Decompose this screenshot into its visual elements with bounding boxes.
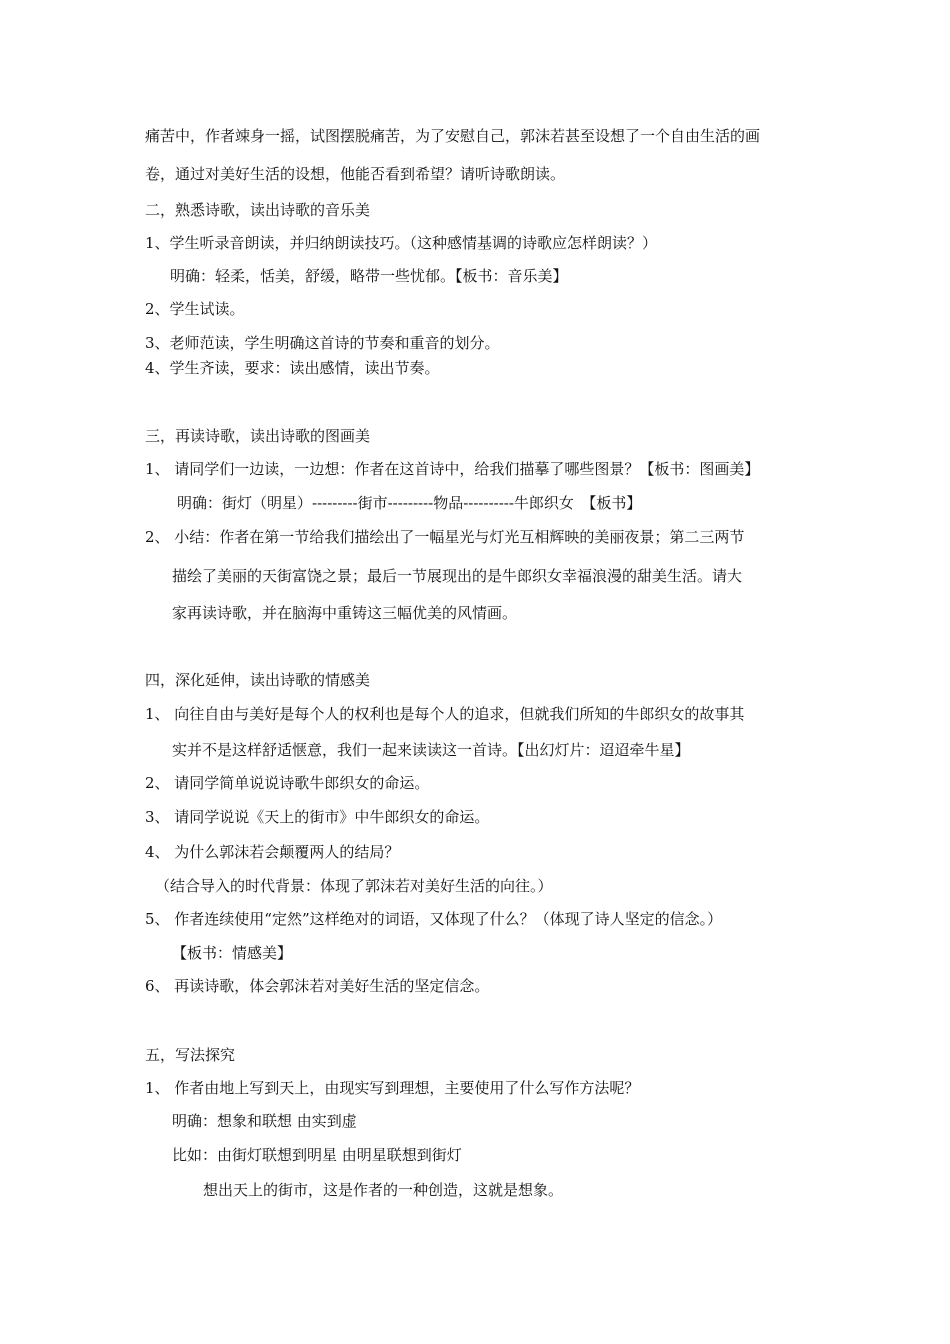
board-note-4-5: 【板书：情感美】: [172, 944, 293, 962]
paragraph-line-2: 卷，通过对美好生活的设想，他能否看到希望？请听诗歌朗读。: [145, 165, 566, 183]
list-item-4-2: 2、 请同学简单说说诗歌牛郎织女的命运。: [145, 774, 430, 792]
list-item-2-4: 4、学生齐读，要求：读出感情，读出节奏。: [145, 359, 440, 377]
list-item-4-4: 4、 为什么郭沫若会颠覆两人的结局？: [145, 843, 400, 861]
list-item-4-5: 5、 作者连续使用“定然”这样绝对的词语，又体现了什么？（体现了诗人坚定的信念。）: [145, 910, 723, 928]
section-heading-4: 四，深化延伸，读出诗歌的情感美: [145, 671, 371, 689]
list-item-2-1: 1、学生听录音朗读，并归纳朗读技巧。（这种感情基调的诗歌应怎样朗读？）: [145, 234, 658, 252]
list-item-4-3: 3、 请同学说说《天上的街市》中牛郎织女的命运。: [145, 808, 490, 826]
section-heading-3: 三，再读诗歌，读出诗歌的图画美: [145, 427, 371, 445]
paragraph-line-1: 痛苦中，作者竦身一摇，试图摆脱痛苦，为了安慰自己，郭沫若甚至设想了一个自由生活的画: [145, 127, 761, 145]
list-item-2-3: 3、老师范读，学生明确这首诗的节奏和重音的划分。: [145, 334, 500, 352]
section-heading-5: 五，写法探究: [145, 1046, 236, 1064]
answer-line-2-1: 明确：轻柔，恬美，舒缓，略带一些忧郁。【板书：音乐美】: [170, 267, 568, 285]
example-line-5-1: 比如：由街灯联想到明星 由明星联想到街灯: [172, 1146, 462, 1164]
list-item-5-1: 1、 作者由地上写到天上，由现实写到理想，主要使用了什么写作方法呢？: [145, 1079, 640, 1097]
list-item-2-2: 2、学生试读。: [145, 300, 245, 318]
section-heading-2: 二，熟悉诗歌，读出诗歌的音乐美: [145, 201, 371, 219]
list-item-4-1-cont: 实并不是这样舒适惬意，我们一起来读读这一首诗。【出幻灯片：迢迢牵牛星】: [172, 741, 690, 759]
list-item-3-1: 1、 请同学们一边读，一边想：作者在这首诗中，给我们描摹了哪些图景？【板书：图画美】: [145, 460, 760, 478]
list-item-3-2-cont-2: 家再读诗歌，并在脑海中重铸这三幅优美的风情画。: [172, 604, 518, 622]
list-item-4-1: 1、 向往自由与美好是每个人的权利也是每个人的追求，但就我们所知的牛郎织女的故事其: [145, 705, 745, 723]
example-line-5-2: 想出天上的街市，这是作者的一种创造，这就是想象。: [203, 1181, 564, 1199]
answer-line-3-1: 明确：街灯（明星）---------街市---------物品----------牛郎织女 【板书】: [177, 494, 642, 512]
answer-line-5-1: 明确：想象和联想 由实到虚: [172, 1112, 357, 1130]
list-item-3-2: 2、 小结：作者在第一节给我们描绘出了一幅星光与灯光互相辉映的美丽夜景；第二三两节: [145, 528, 745, 546]
list-item-4-6: 6、 再读诗歌，体会郭沫若对美好生活的坚定信念。: [145, 977, 490, 995]
answer-line-4-4: （结合导入的时代背景：体现了郭沫若对美好生活的向往。）: [155, 877, 553, 895]
list-item-3-2-cont-1: 描绘了美丽的天街富饶之景；最后一节展现出的是牛郎织女幸福浪漫的甜美生活。请大: [172, 567, 743, 585]
